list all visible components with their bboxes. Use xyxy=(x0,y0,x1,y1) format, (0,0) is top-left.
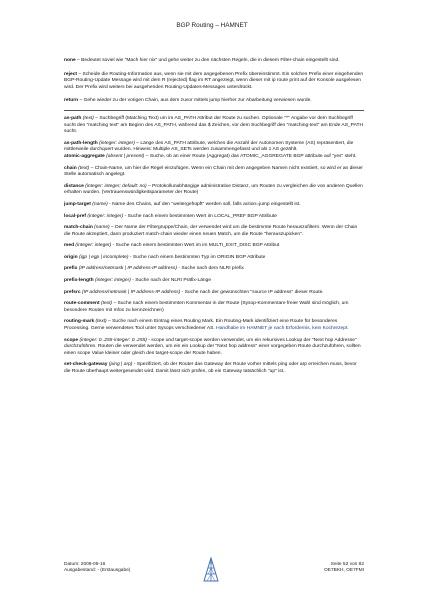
page-title: BGP Routing – HAMNET xyxy=(176,22,248,29)
entry-routing-mark: routing-mark (text) – Suche nach einem Eintrag eines Routing Mark. Ein Routing-Mark identifiziert eine Route für besonderes Processing. Gerne verwendetes Tool unter Sysops verschiedener AS. Handhabe im HAMNET je nach Erfordernis, kein Kochrezept. xyxy=(64,319,349,332)
entry-prefix-length: prefix-length (integer: integer) - Suche nach der NLRI Präfix-Länge xyxy=(64,278,212,284)
entry-local-pref: local-pref (integer: integer) - Suche nach einem bestimmten Wert im LOCAL_PREF BGP Attribute xyxy=(64,213,277,219)
hamnet-note: Handhabe im HAMNET je nach Erfordernis, kein Kochrezept. xyxy=(214,326,349,332)
entry-as-path: as-path (text) – Suchbegriff (Matching Text) um im AS_PATH Attribut der Route zu suchen. Optionale "^" Angabe vor dem Suchbegriff sucht den "matching text" am Beginn des AS_PATH, während das $ Zeichen, vor dem Suchbegriff den "matching-text" am Ende AS_PATH sucht. xyxy=(64,115,363,135)
hamnet-logo-icon xyxy=(202,557,220,583)
entry-as-path-length: as-path-length (integer: integer) – Länge des AS_PATH attribute, welches die Anzahl der Autonomen Systeme (AS) repräsentiert, die mittlerweile durchquert wurden. Hinweis: Multiple AS_SETs werden zusammengefasst und als 1 AS gezählt. xyxy=(64,140,354,153)
entry-med: med (integer: integer) - Suche nach einem bestimmten Wert im im MULTI_EXIT_DISC BGP Attribut xyxy=(64,243,280,249)
footer-page-number: Seite 52 von 82 xyxy=(330,562,364,567)
entry-none: none – Bedeutet soviel wie "Mach hier nix" und gehe weiter zu den nächsten Regeln, die in diesem Filter-chain eingestellt sind. xyxy=(64,58,340,63)
footer-date: Datum: 2009-05-16 xyxy=(64,562,106,567)
entry-prefsrc: prefsrc (IP address/netmask | IP address-IP address) - Suche nach der gewünschten "source IP address" dieser Route. xyxy=(64,289,324,295)
entry-chain: chain (text) – Chain-Name, um hier die Regel einzufügen. Wenn ein Chain mit dem angegeben Namen nicht existiert, so wird er an dieser Stelle automatisch angelegt. xyxy=(64,165,363,178)
document-body xyxy=(64,58,364,376)
footer-authors: OE7BKH, OE7FMI xyxy=(324,567,364,573)
entry-return: return – Gehe wieder zu der vorigen Chain, aus dem zuvor mittels jump hierher zur Abarbeitung verwiesen wurde. xyxy=(64,98,312,104)
entry-route-comment: route-comment (text) – Suche nach einem bestimmten Kommentar in der Route (Sysop-Kommentare freier Wahl sind möglich, um besondere Routen mit Infos zu kennzeichnen) xyxy=(64,301,349,313)
entry-distance: distance (integer: integer; default: no) – Protokollunabhängige administrative Distanz, um Routen zu vergleichen die von anderen Quellen erhalten wurden. (Vertrauenswürdigkeitsparameter der Route) xyxy=(64,183,363,196)
entry-jump-target: jump-target (name) - Name des Chains, auf den "weitergehüpft" werden soll, falls action=jump eingestellt ist. xyxy=(64,201,301,207)
entry-prefix: prefix (IP address/netmask | IP address-IP address) - Suche nach dem NLRI prefix xyxy=(64,266,244,272)
entry-reject: reject – Scheide die Routing-Information aus, wenn sie mit dem angegebenen Prefix übereinstimmt. Ein solches Prefix einer eingehenden BGP-Routing-Update Message wird mit dem R (rejected) flag im RT angezeigt, wenn dieser mit ip route print auf der Konsole ausgelesen wird. Der Prefix wird weiters bei ausgehenden Routing-Updates-Messages unterdrückt. xyxy=(64,71,364,90)
entry-origin: origin (igp | egp | incomplete) - Suche nach einem bestimmten Typ im ORIGIN BGP Attribute xyxy=(64,254,266,260)
entry-set-check-gateway: set-check-gateway (ping | arp) - Spezifiziert, ob der Router das Gateway der Route vorher mittels ping oder arp erreichen muss, bevor die Route überhaupt weitergesendet wird. Damit lässt sich prüfen, ob ein Gateway tatsächlich "up" ist.. xyxy=(64,362,357,374)
entry-scope: scope (integer: 0..255-integer: 0..255) - scope und target-scope werden verwendet, um ein rekursives Lookup der "Next hop Addresse" durchzuführen. Routen die verwendet werden, um ein ein Lookup der "Next hop address" einer vorgegeben Route durchzuführen, sollten einen scope Value kleiner oder gleich des target-scope der Route haben. xyxy=(64,337,361,356)
entry-match-chain: match-chain (name) – Der Name der Filtergruppe/Chain, der verwendet wird um die bestimmte Route herauszufiltern. Wenn der Chain die Route akzeptiert, dann produziert match-chain wieder einen neuen Match, um die Route "herauszupicken". xyxy=(64,225,358,237)
entry-atomic-aggregate: atomic-aggregate (absent | present) – Suche, ob an einer Route (Aggregat) das ATOMIC_AGGREGATE BGP attribute auf "yes" steht. xyxy=(64,153,357,159)
footer-edition: Ausgabestand: - (Erstausgabe) xyxy=(64,567,131,573)
